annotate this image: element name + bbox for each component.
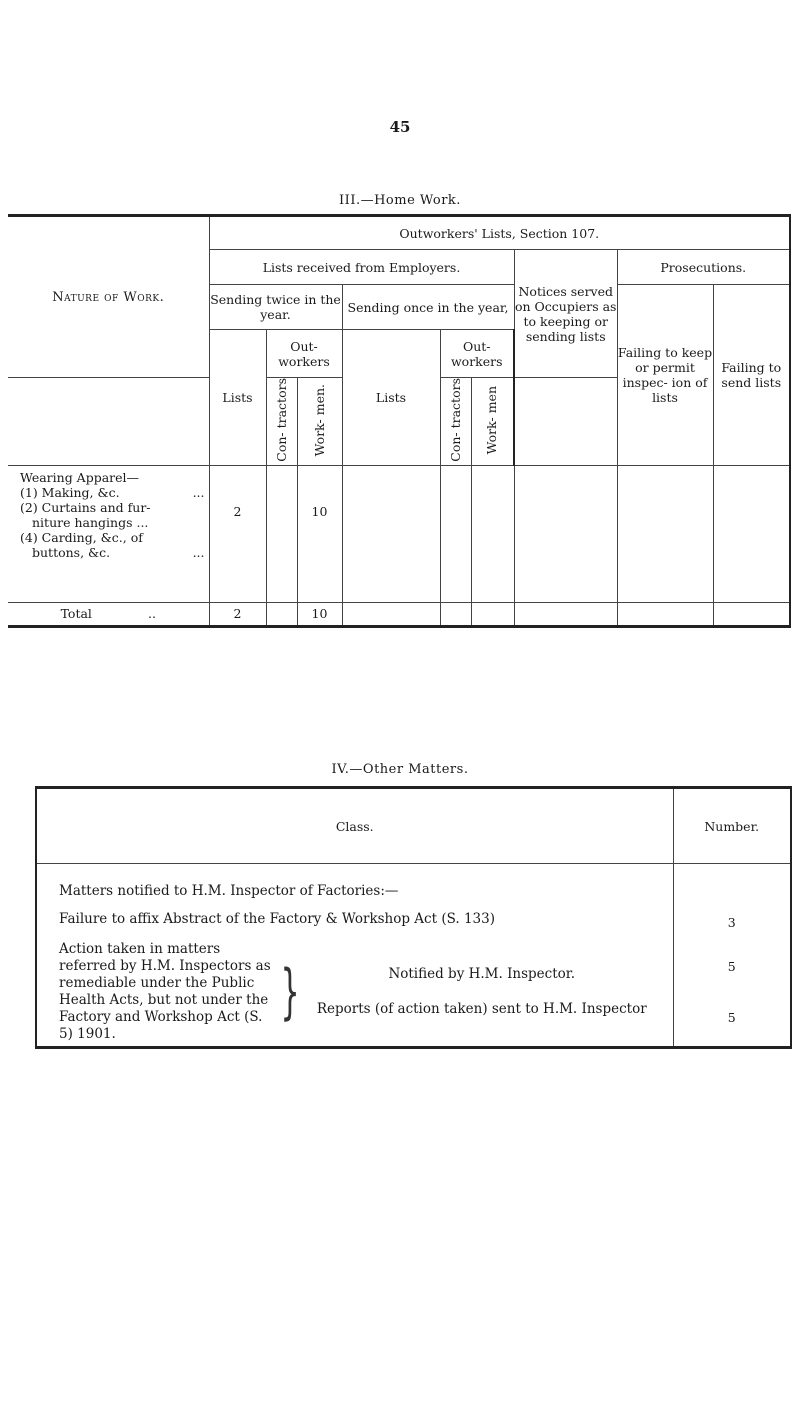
matters-heading: Matters notified to H.M. Inspector of Factories:— [59,883,399,899]
nature-cell [8,465,209,602]
number-spacer [673,864,791,900]
total-contractors-twice [266,602,297,626]
total-workmen-twice: 10 [297,602,342,626]
lists-once-value [342,465,440,602]
failure-text: Failure to affix Abstract of the Factory & Workshop Act (S. 133) [59,910,495,927]
total-lists-once [342,602,440,626]
list-item: (1) Making, &c. ... [20,484,205,500]
outworkers-once-header: Out- workers [440,330,514,378]
total-failing-send [713,602,790,626]
total-row [8,602,790,626]
table-row [36,939,791,1047]
failing-send-value [713,465,790,602]
nature-header-spacer [8,378,209,466]
total-failing-keep [617,602,713,626]
page-number: 45 [389,118,411,136]
lists-twice-header: Lists [209,330,266,466]
table-row [8,465,790,602]
total-workmen-once [471,602,514,626]
workmen-twice-value: 10 [297,465,342,602]
list-item: (2) Curtains and fur- niture hangings ... [20,499,151,530]
contractors-once-header: Con- tractors [440,378,471,466]
prosecutions-header: Prosecutions. [617,250,790,285]
action-text: Action taken in matters referred by H.M. Inspectors as remediable under the Public Health Acts, but not under the Factory and Workshop Act (S. 5) 1901. [59,941,271,1043]
matters-heading-cell [36,864,673,900]
workmen-once-value [471,465,514,602]
outworkers-twice-header: Out- workers [266,330,342,378]
notified-text: Notified by H.M. Inspector. [388,966,576,983]
row-heading: Wearing Apparel— [20,469,140,485]
reports-number: 5 [727,1010,736,1026]
sending-twice-header: Sending twice in the year. [209,285,342,330]
notices-header: Notices served on Occupiers as to keeping or sending lists [514,250,617,378]
total-lists-twice: 2 [209,602,266,626]
outworkers-lists-header: Outworkers' Lists, Section 107. [209,216,790,250]
home-work-table [8,214,791,628]
action-cell [36,939,673,1047]
total-notices [514,602,617,626]
sending-once-header: Sending once in the year, [342,285,514,330]
reports-text: Reports (of action taken) sent to H.M. Inspector [316,1001,647,1018]
action-numbers [673,939,791,1047]
failing-keep-header: Failing to keep or permit inspec- ion of lists [617,285,713,466]
class-header: Class. [36,788,673,864]
workmen-once-header: Work- men [471,378,514,466]
failing-keep-value [617,465,713,602]
number-header: Number. [673,788,791,864]
notified-number: 5 [727,959,736,975]
total-label: Total .. [8,602,209,626]
contractors-once-value [440,465,471,602]
other-matters-table [35,786,792,1049]
nature-of-work-header: Nature of Work. [8,216,209,378]
failure-cell [36,899,673,939]
workmen-twice-header: Work- men. [297,378,342,466]
contractors-twice-value [266,465,297,602]
section-iii-title: III.—Home Work. [339,193,461,208]
lists-twice-value: 2 [209,465,266,602]
table-row [36,899,791,939]
notices-value [514,465,617,602]
brace-icon: } [280,957,300,1028]
lists-received-header: Lists received from Employers. [209,250,514,285]
list-item: (4) Carding, &c., of buttons, &c. ... [20,529,205,560]
failure-number: 3 [673,899,791,939]
failing-send-header: Failing to send lists [713,285,790,466]
total-contractors-once [440,602,471,626]
contractors-twice-header: Con- tractors [266,378,297,466]
lists-once-header: Lists [342,330,440,466]
section-iv-title: IV.—Other Matters. [331,762,469,777]
